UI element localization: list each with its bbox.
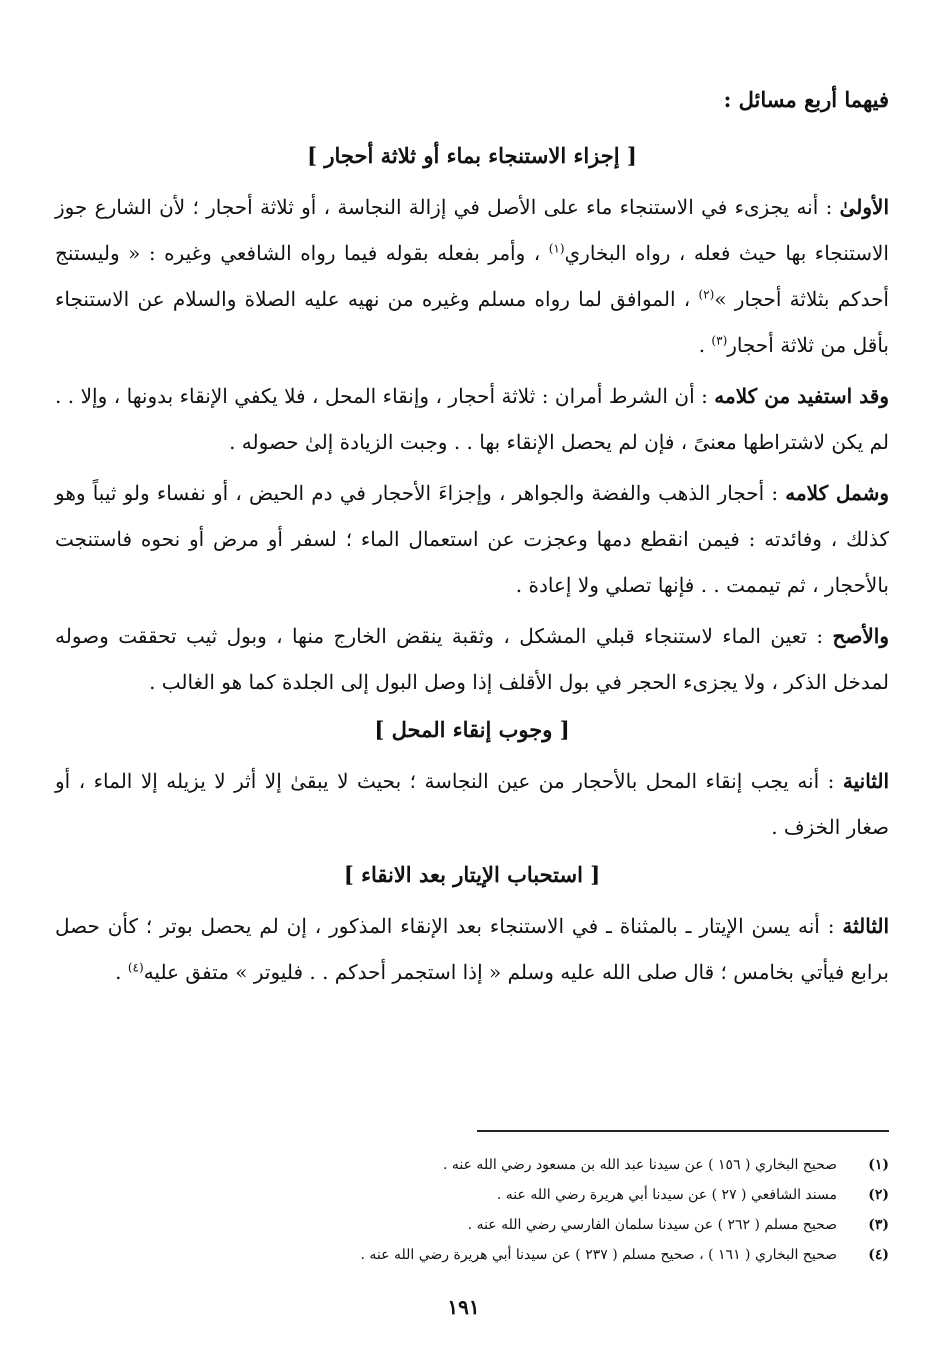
footnote-item — [200, 1150, 889, 1180]
footnote-text: صحيح البخاري ( ١٦١ ) ، صحيح مسلم ( ٢٣٧ ) عن سيدنا أبي هريرة رضي الله عنه . — [360, 1247, 837, 1263]
paragraph-text: : أن الشرط أمران : ثلاثة أحجار ، وإنقاء المحل ، فلا يكفي الإنقاء بدونها ، وإلا . . لم يكن لاشتراطها معنىً ، فإن لم يحصل الإنقاء بها . . وجبت الزيادة إلىٰ حصوله . — [55, 384, 889, 454]
paragraph-lead: وشمل كلامه — [785, 481, 889, 505]
footnote-divider — [477, 1130, 889, 1132]
footnote-number: (٣) — [868, 1217, 889, 1233]
footnote-text: مسند الشافعي ( ٢٧ ) عن سيدنا أبي هريرة رضي الله عنه . — [496, 1187, 837, 1203]
paragraph-lead: والأصح — [832, 624, 889, 648]
page-number: ١٩١ — [447, 1295, 480, 1319]
paragraph-text: ، وأمر بفعله بقوله فيما رواه الشافعي وغيره : « وليستنج أحدكم بثلاثة أحجار » — [55, 241, 889, 311]
paragraph-text: : أحجار الذهب والفضة والجواهر ، وإجزاءَ الأحجار في دم الحيض ، أو نفساء ولو ثيباً وهو كذلك ، وفائدته : فيمن انقطع دمها وعجزت عن استعمال الماء ؛ لسفر أو مرض أو نحوه فاستنجت بالأحجار ، ثم تيممت . . فإنها تصلي ولا إعادة . — [55, 481, 889, 597]
paragraph-text: : أنه يجب إنقاء المحل بالأحجار من عين النجاسة ؛ بحيث لا يبقىٰ إلا أثر لا يزيله إلا الماء ، أو صغار الخزف . — [55, 769, 889, 839]
paragraph-second-issue — [55, 758, 889, 850]
footnote-ref-1[interactable]: (١) — [548, 241, 565, 256]
paragraph-lead: الأولىٰ — [839, 195, 889, 219]
footnote-ref-3[interactable]: (٣) — [711, 333, 728, 348]
paragraph-text: ، الموافق لما رواه مسلم وغيره من نهيه عليه الصلاة والسلام عن الاستنجاء بأقل من ثلاثة أحجار — [55, 287, 889, 357]
footnote-number: (٤) — [868, 1247, 889, 1263]
footnote-item — [200, 1180, 889, 1210]
paragraph-third-issue — [55, 903, 889, 995]
footnote-number: (٢) — [868, 1187, 889, 1203]
paragraph-inclusions — [55, 470, 889, 608]
paragraph-preferred — [55, 613, 889, 705]
footnote-ref-4[interactable]: (٤) — [127, 960, 144, 975]
paragraph-text: : أنه يجزىء في الاستنجاء ماء على الأصل في إزالة النجاسة ، أو ثلاثة أحجار ؛ لأن الشارع جوز الاستنجاء بها حيث فعله ، رواه البخاري — [55, 195, 889, 265]
section-heading-1: [ إجزاء الاستنجاء بماء أو ثلاثة أحجار ] — [307, 143, 637, 168]
paragraph-text: . — [115, 960, 128, 984]
section-heading-3: [ استحباب الإيتار بعد الانقاء ] — [343, 862, 601, 887]
paragraph-text: : أنه يسن الإيتار ـ بالمثناة ـ في الاستنجاء بعد الإنقاء المذكور ، إن لم يحصل بوتر ؛ كأن حصل برابع فيأتي بخامس ؛ قال صلى الله عليه وسلم « إذا استجمر أحدكم . . فليوتر » متفق عليه — [55, 914, 889, 984]
paragraph-text: . — [698, 333, 712, 357]
paragraph-lead: الثانية — [842, 769, 889, 793]
paragraph-first-issue — [55, 184, 889, 368]
footnote-text: صحيح مسلم ( ٢٦٢ ) عن سيدنا سلمان الفارسي رضي الله عنه . — [467, 1217, 837, 1233]
footnote-text: صحيح البخاري ( ١٥٦ ) عن سيدنا عبد الله بن مسعود رضي الله عنه . — [443, 1157, 837, 1173]
paragraph-lead: وقد استفيد من كلامه — [714, 384, 890, 408]
paragraph-text: : تعين الماء لاستنجاء قبلي المشكل ، وثقبة ينقض الخارج منها ، وبول ثيب تحققت وصوله لمدخل الذكر ، ولا يجزىء الحجر في بول الأقلف إذا وصل البول إلى الجلدة كما هو الغالب . — [55, 624, 889, 694]
paragraph-lead: الثالثة — [842, 914, 890, 938]
paragraph-conditions — [55, 373, 889, 465]
footnotes-list — [200, 1150, 889, 1270]
footnote-item — [200, 1240, 889, 1270]
intro-line: فيهما أربع مسائل : — [723, 87, 889, 112]
footnote-ref-2[interactable]: (٢) — [698, 287, 715, 302]
footnote-number: (١) — [868, 1157, 889, 1173]
section-heading-2: [ وجوب إنقاء المحل ] — [374, 717, 570, 742]
footnote-item — [200, 1210, 889, 1240]
